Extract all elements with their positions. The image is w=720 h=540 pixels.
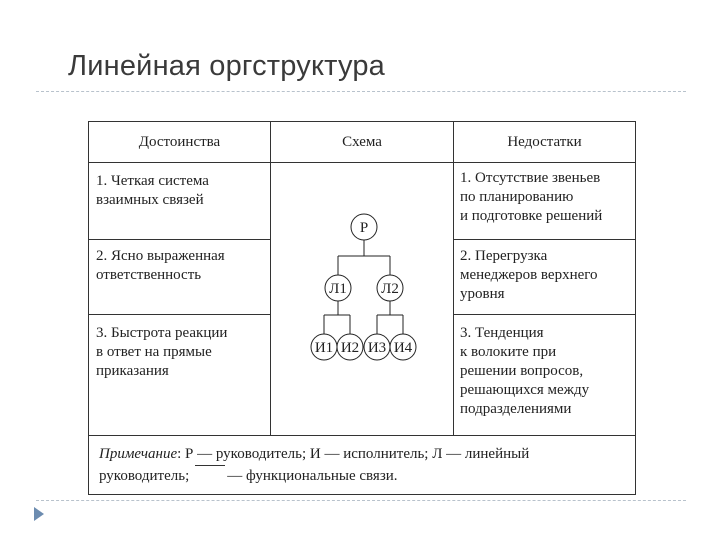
note-text-line1: : Р — руководитель; И — исполнитель; Л — линейный: [177, 446, 530, 462]
column-divider: [270, 122, 271, 435]
note-text-line3: — функциональные связи.: [227, 468, 398, 484]
org-scheme-diagram: [304, 202, 424, 372]
footer-divider: [36, 500, 686, 501]
disadvantage-2: 2. Перегрузка менеджеров верхнего уровня: [460, 248, 598, 302]
disadvantage-1: 1. Отсутствие звеньев по планированию и подготовке решений: [460, 170, 603, 224]
node-executor-3-label: И3: [367, 340, 387, 356]
disadvantage-3: 3. Тенденция к волоките при решении вопросов, решающихся между подразделениями: [460, 325, 590, 417]
advantage-1: 1. Четкая система взаимных связей: [96, 173, 209, 208]
header-disadvantages: Недостатки: [507, 133, 582, 150]
row-divider: [89, 314, 270, 315]
title-divider: [36, 91, 686, 92]
header-advantages: Достоинства: [138, 133, 221, 150]
note-text-line2: руководитель;: [99, 468, 190, 484]
node-manager-1-label: Л1: [329, 281, 347, 297]
column-divider: [453, 122, 454, 435]
note-label: Примечание: [99, 446, 178, 462]
functional-link-symbol: [195, 465, 225, 466]
node-root-label: Р: [359, 220, 369, 236]
row-divider: [453, 239, 635, 240]
slide-title: Линейная оргструктура: [68, 50, 386, 82]
header-divider: [89, 162, 635, 163]
header-scheme: Схема: [342, 133, 382, 150]
row-divider: [89, 239, 270, 240]
table-note: [99, 444, 629, 487]
node-executor-2-label: И2: [340, 340, 360, 356]
advantage-3: 3. Быстрота реакции в ответ на прямые приказания: [96, 325, 228, 379]
note-divider: [89, 435, 635, 436]
node-executor-4-label: И4: [393, 340, 413, 356]
slide-bullet-icon: [34, 507, 44, 521]
row-divider: [453, 314, 635, 315]
node-executor-1-label: И1: [314, 340, 334, 356]
node-manager-2-label: Л2: [381, 281, 399, 297]
advantage-2: 2. Ясно выраженная ответственность: [96, 248, 225, 283]
org-structure-table: [88, 121, 636, 495]
